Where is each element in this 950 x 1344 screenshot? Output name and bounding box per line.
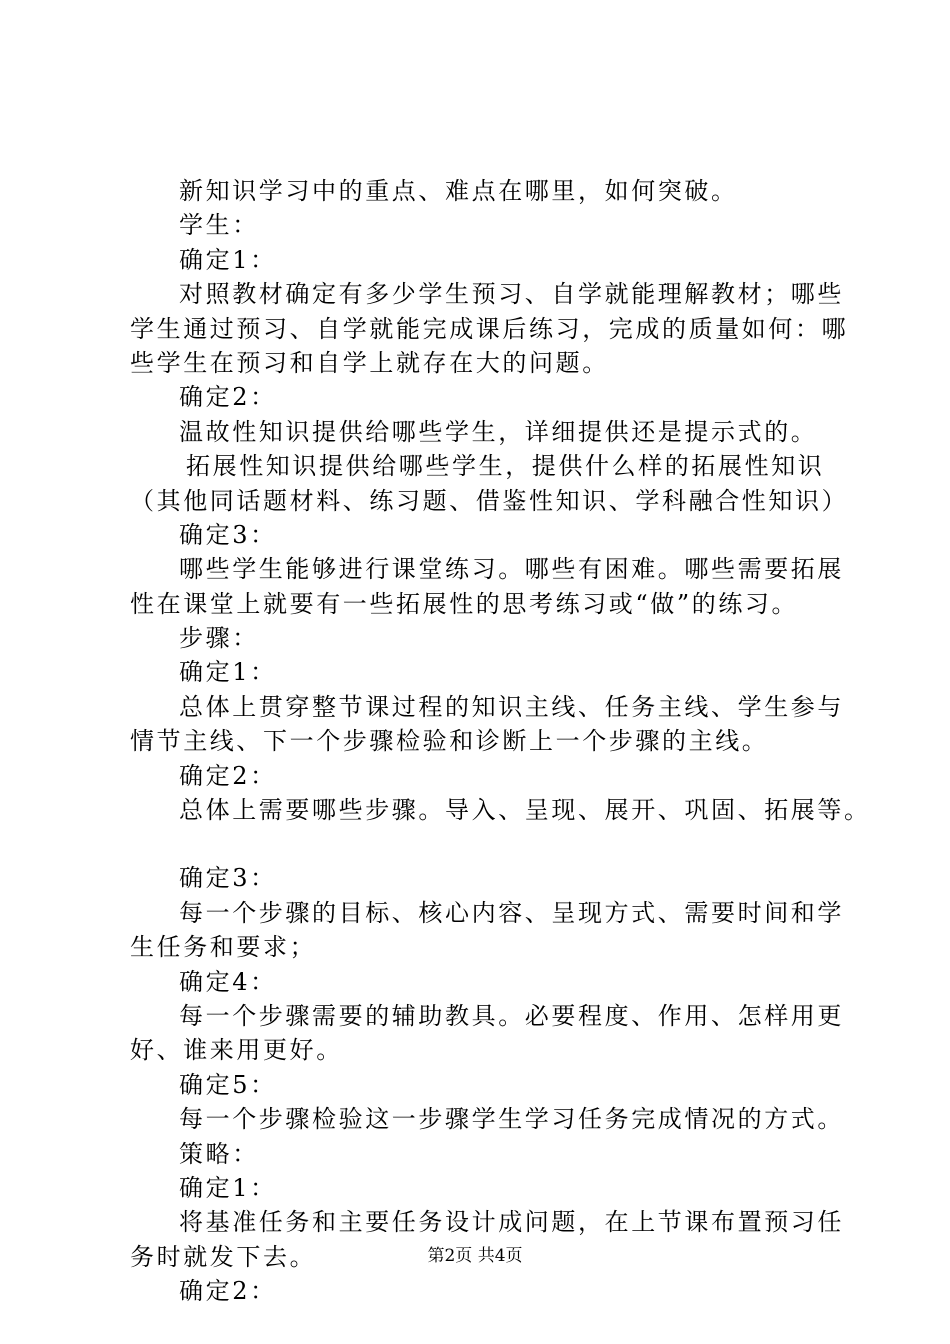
paragraph-line: 好、谁来用更好。	[130, 1036, 343, 1065]
paragraph-line: 对照教材确定有多少学生预习、自学就能理解教材；哪些	[179, 280, 844, 309]
paragraph-line: 每一个步骤需要的辅助教具。必要程度、作用、怎样用更	[179, 1001, 844, 1030]
paragraph-line: 每一个步骤检验这一步骤学生学习任务完成情况的方式。	[179, 1105, 844, 1134]
section-heading-students: 学生：	[179, 211, 259, 240]
page-number-footer: 第2页 共4页	[427, 1246, 523, 1266]
blank-line	[130, 827, 840, 861]
paragraph-line: 总体上需要哪些步骤。导入、呈现、展开、巩固、拓展等。	[179, 796, 871, 825]
paragraph-line: 些学生在预习和自学上就存在大的问题。	[130, 348, 609, 377]
document-body	[130, 174, 871, 1309]
subheading-line: 确定1：	[179, 245, 277, 274]
paragraph-line: 学生通过预习、自学就能完成课后练习，完成的质量如何：哪	[130, 314, 849, 343]
paragraph-line: 新知识学习中的重点、难点在哪里，如何突破。	[179, 177, 738, 205]
paragraph-line: 生任务和要求；	[130, 933, 317, 962]
paragraph-line: 务时就发下去。	[130, 1242, 317, 1271]
subheading-line: 确定2：	[179, 761, 277, 790]
subheading-line: 确定1：	[179, 658, 277, 687]
subheading-line: 确定3：	[179, 520, 277, 549]
subheading-line: 确定5：	[179, 1070, 277, 1099]
paragraph-line: 拓展性知识提供给哪些学生，提供什么样的拓展性知识	[186, 452, 825, 481]
paragraph-line: 哪些学生能够进行课堂练习。哪些有困难。哪些需要拓展	[179, 555, 844, 584]
section-heading-steps: 步骤：	[179, 624, 259, 653]
paragraph-line: 温故性知识提供给哪些学生，详细提供还是提示式的。	[179, 417, 818, 446]
subheading-line: 确定4：	[179, 967, 277, 996]
subheading-line: 确定2：	[179, 383, 277, 412]
subheading-line: 确定3：	[179, 864, 277, 893]
paragraph-line: 情节主线、下一个步骤检验和诊断上一个步骤的主线。	[130, 727, 769, 756]
paragraph-line: 每一个步骤的目标、核心内容、呈现方式、需要时间和学	[179, 898, 844, 927]
subheading-line: 确定1：	[179, 1173, 277, 1202]
paragraph-line: （其他同话题材料、练习题、借鉴性知识、学科融合性知识）	[130, 486, 849, 515]
section-heading-strategy: 策略：	[179, 1139, 259, 1168]
subheading-line: 确定2：	[179, 1277, 277, 1306]
paragraph-line: 总体上贯穿整节课过程的知识主线、任务主线、学生参与	[179, 692, 844, 721]
paragraph-line: 性在课堂上就要有一些拓展性的思考练习或“做”的练习。	[130, 589, 799, 618]
paragraph-line: 将基准任务和主要任务设计成问题，在上节课布置预习任	[179, 1208, 844, 1237]
